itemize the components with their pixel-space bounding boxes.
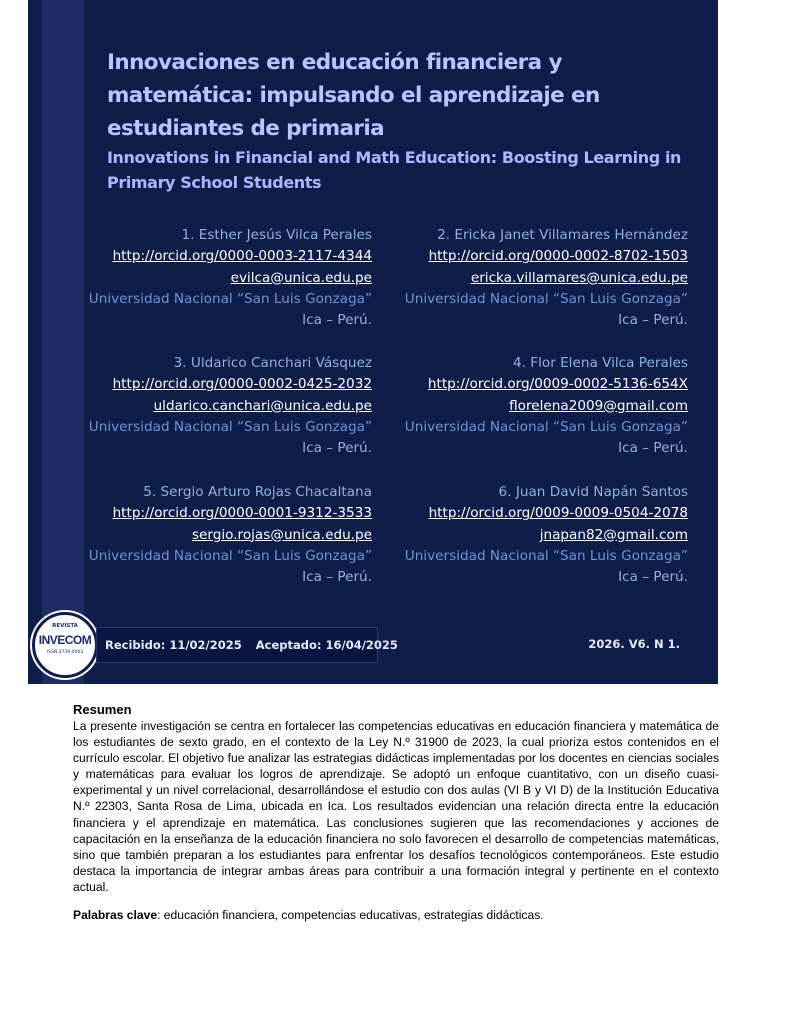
orcid-link[interactable]: http://orcid.org/0000-0003-2117-4344 [112, 248, 372, 265]
author-name: 2. Ericka Janet Villamares Hernández [437, 227, 688, 243]
author-name: 1. Esther Jesús Vilca Perales [181, 227, 372, 243]
author-location: Ica – Perú. [618, 312, 688, 329]
author-name: 4. Flor Elena Vilca Perales [512, 355, 688, 371]
author-location: Ica – Perú. [302, 569, 372, 586]
author-location: Ica – Perú. [618, 569, 688, 586]
abstract-heading: Resumen [73, 702, 132, 717]
abstract-section [73, 702, 719, 923]
received-date: Recibido: 11/02/2025 [105, 638, 242, 652]
orcid-link[interactable]: http://orcid.org/0009-0002-5136-654X [427, 376, 688, 393]
email-link[interactable]: ericka.villamares@unica.edu.pe [470, 269, 688, 286]
accepted-date: Aceptado: 16/04/2025 [255, 638, 398, 652]
email-link[interactable]: sergio.rojas@unica.edu.pe [191, 526, 372, 543]
orcid-link[interactable]: http://orcid.org/0000-0001-9312-3533 [112, 505, 372, 522]
logo-name: INVECOM [38, 633, 92, 647]
author-block [42, 482, 372, 588]
keywords-line [73, 907, 719, 923]
email-link[interactable]: uldarico.canchari@unica.edu.pe [153, 397, 372, 414]
title-spanish: Innovaciones en educación financiera y matemática: impulsando el aprendizaje en estudiantes de primaria [107, 50, 600, 141]
author-location: Ica – Perú. [302, 440, 372, 457]
author-name: 5. Sergio Arturo Rojas Chacaltana [143, 484, 372, 500]
author-affiliation: Universidad Nacional “San Luis Gonzaga” [88, 418, 372, 435]
dates-box [96, 627, 398, 663]
author-block [358, 353, 688, 459]
author-name: 6. Juan David Napán Santos [498, 484, 688, 500]
author-name: 3. Uldarico Canchari Vásquez [173, 355, 372, 371]
journal-logo [32, 612, 98, 678]
author-block [42, 225, 372, 331]
email-link[interactable]: evilca@unica.edu.pe [230, 269, 372, 286]
logo-top-text: REVISTA [52, 623, 78, 629]
email-link[interactable]: florelena2009@gmail.com [509, 397, 688, 414]
keywords-label: Palabras clave [73, 908, 158, 923]
author-block [358, 225, 688, 331]
author-affiliation: Universidad Nacional “San Luis Gonzaga” [404, 418, 688, 435]
title-english: Innovations in Financial and Math Education: Boosting Learning in Primary School Students [107, 148, 682, 192]
title-block [107, 46, 697, 195]
author-block [42, 353, 372, 459]
author-affiliation: Universidad Nacional “San Luis Gonzaga” [88, 290, 372, 307]
author-location: Ica – Perú. [302, 312, 372, 329]
abstract-body: La presente investigación se centra en fortalecer las competencias educativas en educación financiera y matemática de los estudiantes de sexto grado, en el contexto de la Ley N.º 31900 de 2023, la cual prioriza estos contenidos en el currículo escolar. El objetivo fue analizar las estrategias didácticas implementadas por los docentes en ciencias sociales y matemáticas para evaluar los logros de aprendizaje. Se adoptó un enfoque cuantitativo, con un diseño cuasi-experimental y un nivel correlacional, desarrollándose el estudio con dos aulas (VI B y VI D) de la Institución Educativa N.º 22303, Santa Rosa de Lima, ubicada en Ica. Los resultados evidencian una relación directa entre la educación financiera y el aprendizaje en matemática. Las conclusiones sugieren que las recomendaciones y acciones de capacitación en la enseñanza de la educación financiera no solo favorecen el desarrollo de competencias matemáticas, sino que también preparan a los estudiantes para enfrentar los desafíos tecnológicos contemporáneos. Este estudio destaca la importancia de integrar ambas áreas para contribuir a una formación integral y pertinente en el contexto actual. [73, 719, 719, 894]
email-link[interactable]: jnapan82@gmail.com [539, 526, 688, 543]
author-affiliation: Universidad Nacional “San Luis Gonzaga” [404, 547, 688, 564]
orcid-link[interactable]: http://orcid.org/0000-0002-0425-2032 [112, 376, 372, 393]
author-affiliation: Universidad Nacional “San Luis Gonzaga” [88, 547, 372, 564]
orcid-link[interactable]: http://orcid.org/0009-0009-0504-2078 [428, 505, 688, 522]
logo-issn: ISSN 2739-0063 [46, 650, 84, 655]
author-location: Ica – Perú. [618, 440, 688, 457]
orcid-link[interactable]: http://orcid.org/0000-0002-8702-1503 [428, 248, 688, 265]
keywords-text: : educación financiera, competencias educativas, estrategias didácticas. [157, 908, 544, 923]
author-affiliation: Universidad Nacional “San Luis Gonzaga” [404, 290, 688, 307]
author-block [358, 482, 688, 588]
volume-label: 2026. V6. N 1. [588, 637, 680, 651]
